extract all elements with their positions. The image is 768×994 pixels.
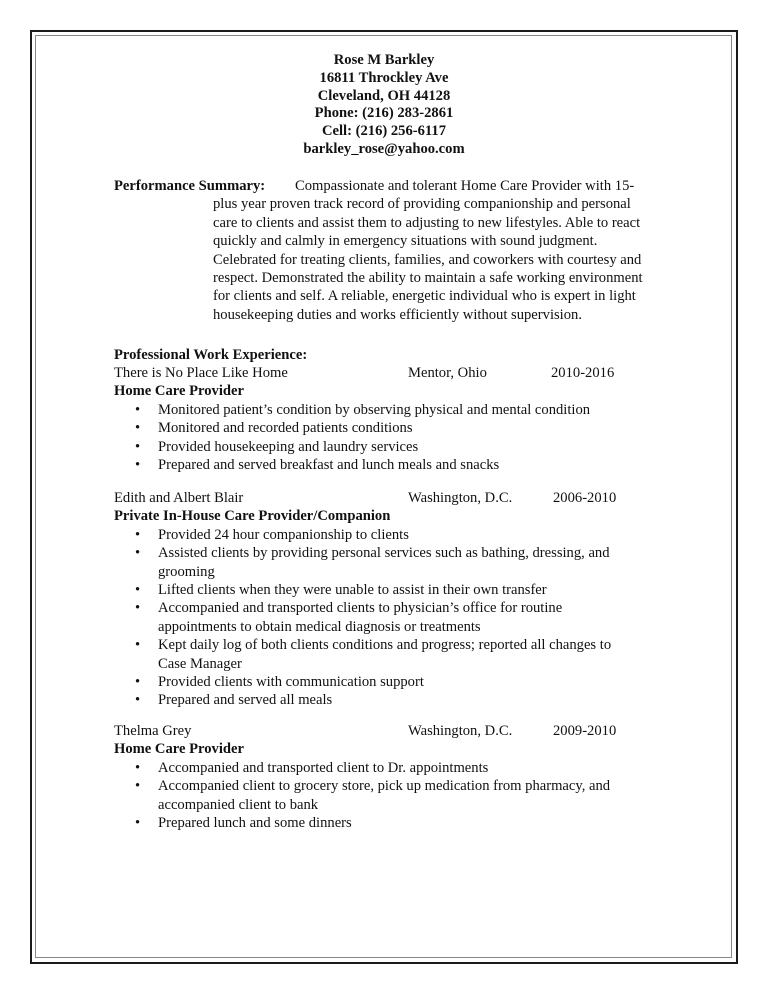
- job-entry: [114, 489, 674, 710]
- list-item: • Provided housekeeping and laundry services: [114, 438, 638, 456]
- cell: Cell: (216) 256-6117: [321, 123, 447, 140]
- job-title: Private In-House Care Provider/Companion: [114, 508, 391, 525]
- location: Washington, D.C.: [408, 723, 513, 739]
- location: Washington, D.C.: [408, 490, 513, 506]
- list-item: • Monitored and recorded patients conditions: [114, 419, 638, 437]
- summary-text: plus year proven track record of providing companionship and personal care to clients and assist them to adjusting to new lifestyles. Able to react quickly and calmly in emergency situations with sound judgment. Celebrated for treating clients, families, and coworkers with courtesy and respect. Demonstrated the ability to maintain a safe working environment for clients and self. A reliable, energetic individual who is expert in light housekeeping duties and works efficiently without supervision.: [213, 196, 643, 323]
- name: Rose M Barkley: [333, 52, 435, 68]
- list-item: • Prepared lunch and some dinners: [114, 814, 638, 832]
- phone: Phone: (216) 283-2861: [314, 105, 454, 122]
- job-title: Home Care Provider: [114, 383, 244, 400]
- employer: There is No Place Like Home: [114, 365, 288, 381]
- list-item: • Lifted clients when they were unable to assist in their own transfer: [114, 581, 638, 599]
- city-state-zip: Cleveland, OH 44128: [317, 87, 451, 104]
- job-entry: [114, 364, 674, 474]
- list-item: • Accompanied client to grocery store, pick up medication from pharmacy, and accompanied client to bank: [114, 777, 638, 814]
- employer: Edith and Albert Blair: [114, 490, 244, 506]
- location: Mentor, Ohio: [408, 365, 487, 381]
- list-item: • Monitored patient’s condition by observing physical and mental condition: [114, 401, 638, 419]
- list-item: • Assisted clients by providing personal services such as bathing, dressing, and grooming: [114, 544, 638, 581]
- list-item: • Prepared and served breakfast and lunch meals and snacks: [114, 456, 638, 474]
- summary-label: Performance Summary:: [114, 178, 266, 194]
- list-item: • Provided clients with communication support: [114, 673, 638, 691]
- years: 2010-2016: [551, 365, 615, 381]
- contact-header: [0, 52, 768, 159]
- years: 2006-2010: [553, 490, 617, 506]
- list-item: • Accompanied and transported clients to physician’s office for routine appointments to obtain medical diagnosis or treatments: [114, 599, 638, 636]
- list-item: • Kept daily log of both clients conditions and progress; reported all changes to Case Manager: [114, 636, 638, 673]
- list-item: • Accompanied and transported client to Dr. appointments: [114, 759, 638, 777]
- job-title: Home Care Provider: [114, 741, 244, 758]
- experience-heading: Professional Work Experience:: [114, 347, 308, 363]
- street-address: 16811 Throckley Ave: [319, 69, 449, 86]
- job-entry: [114, 722, 674, 832]
- employer: Thelma Grey: [114, 723, 192, 739]
- list-item: • Prepared and served all meals: [114, 691, 638, 709]
- years: 2009-2010: [553, 723, 617, 739]
- performance-summary: [114, 177, 654, 324]
- list-item: • Provided 24 hour companionship to clients: [114, 526, 638, 544]
- summary-first-line: Compassionate and tolerant Home Care Provider with 15-: [295, 178, 635, 194]
- email: barkley_rose@yahoo.com: [303, 140, 465, 157]
